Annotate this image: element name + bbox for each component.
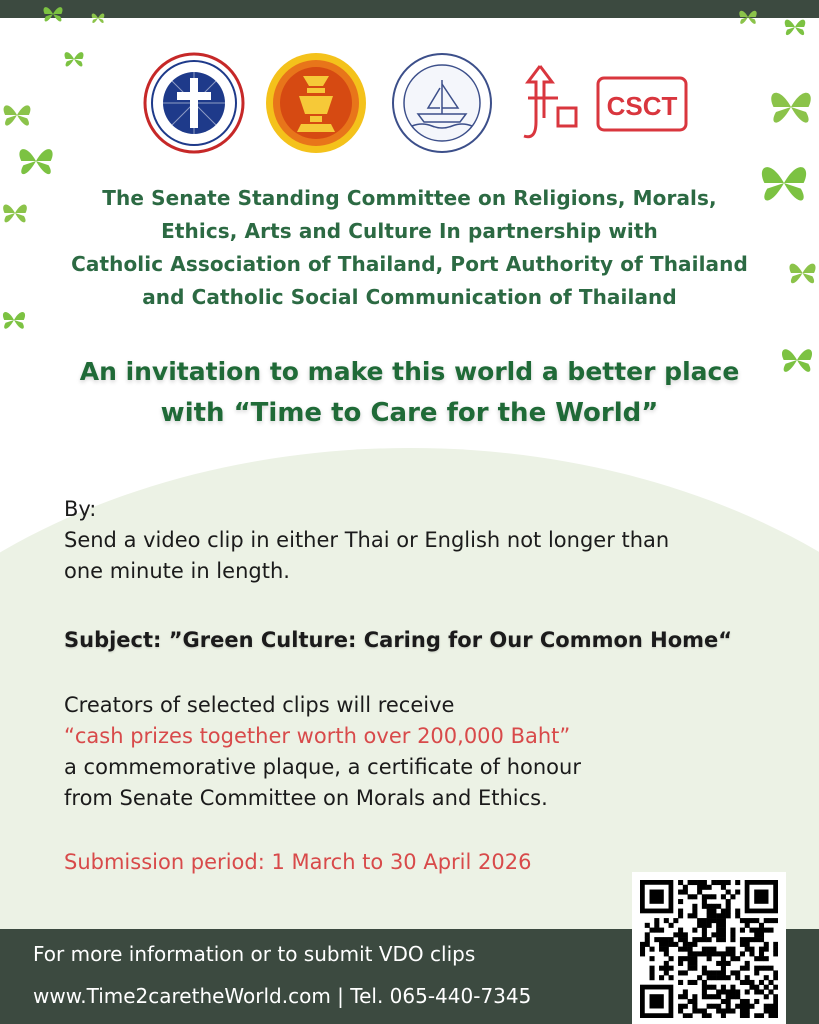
footer-info: For more information or to submit VDO clips [33,942,476,966]
qr-code-icon [640,880,778,1018]
cross-emblem-icon [143,52,245,154]
by-label: By: [64,497,97,521]
qr-code[interactable] [632,872,786,1024]
butterfly-icon [736,6,760,28]
top-bar [0,0,819,18]
butterfly-icon [786,245,819,301]
partner-line-3: Catholic Association of Thailand, Port Authority of Thailand [71,252,748,276]
footer-contact[interactable]: www.Time2caretheWorld.com | Tel. 065-440-7345 [33,984,532,1008]
butterfly-icon [0,300,28,340]
partner-heading [40,182,779,314]
butterfly-icon [0,195,30,231]
port-seal-icon [390,52,494,154]
partner-line-4: and Catholic Social Communication of Thailand [142,285,677,309]
reward-line-4: from Senate Committee on Morals and Ethics. [64,786,548,810]
butterfly-icon [782,14,808,40]
reward-line-3: a commemorative plaque, a certificate of honour [64,755,581,779]
partner-line-2: Ethics, Arts and Culture In partnership with [161,219,658,243]
reward-intro: Creators of selected clips will receive [64,693,455,717]
thai-emblem-icon [265,52,367,154]
body-content [64,494,764,878]
instruction-line-1: Send a video clip in either Thai or English not longer than [64,528,670,552]
subject-line: Subject: ”Green Culture: Caring for Our Common Home“ [64,628,733,652]
invitation-line-1: An invitation to make this world a better place [79,357,740,386]
instruction-line-2: one minute in length. [64,559,290,583]
csct-logo-icon [518,62,688,148]
butterfly-icon [40,2,66,26]
partner-line-1: The Senate Standing Committee on Religions, Morals, [102,186,717,210]
butterfly-icon [90,10,106,26]
invitation-title [20,353,799,435]
csct-logo-text: CSCT [606,91,678,121]
logo-row [0,52,819,156]
invitation-line-2: with “Time to Care for the World” [160,398,659,428]
submission-period: Submission period: 1 March to 30 April 2026 [64,850,532,874]
reward-cash: “cash prizes together worth over 200,000 Baht” [64,724,571,748]
